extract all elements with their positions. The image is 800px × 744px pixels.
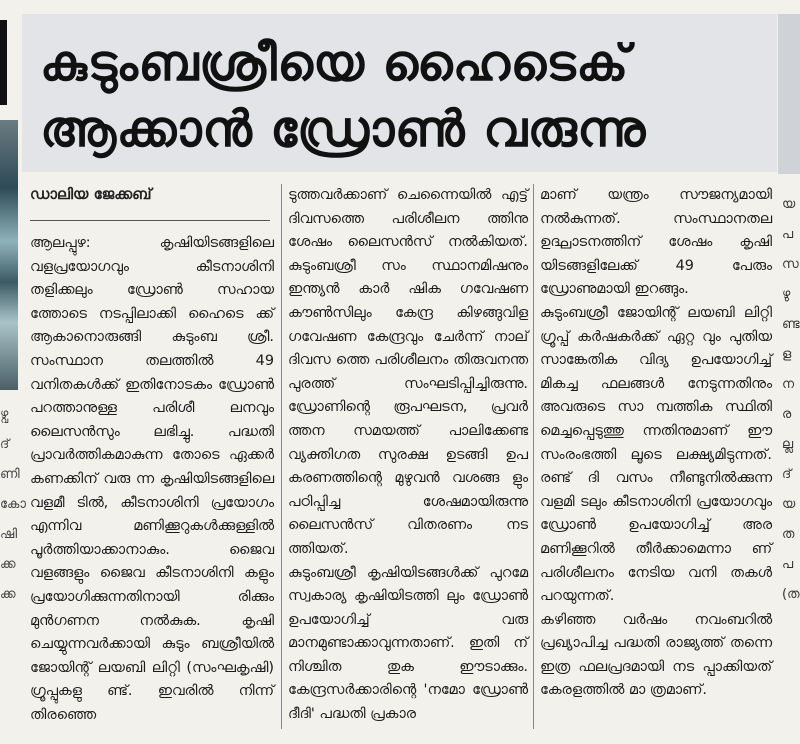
article-column-3 [540,184,772,703]
right-edge-text: യ പ സ ഴു ണ്ട ള ന ര ല്ല ദ് യ ത പ (ത [782,197,800,602]
column-3-paragraph-1: മാണ് യന്ത്രം സൗജന്യമായി നൽകുന്നത്. സംസ്ഥാനതല ഉദ്ഘാടനത്തിന് ശേഷം കൃഷി യിടങ്ങളിലേക്ക് 49 പേരും ഡ്രോണുമായി ഇറങ്ങും. [540,187,772,298]
column-3-paragraph-2: കുടുംബശ്രീ ജോയിന്റ് ലയബി ലിറ്റി ഗ്രൂപ്പ് കർഷകർക്ക് ഏറ്റ വും പുതിയ സാങ്കേതിക വിദ്യ ഉപയോഗിച്ച് മികച്ച ഫലങ്ങൾ നേടുന്നതിനും അവരുടെ സാ മ്പത്തിക സ്ഥിതി മെച്ചപ്പെടുത്തു ന്നതിനുമാണ് ഈ സംരംഭത്തി ലൂടെ ലക്ഷ്യമിടുന്നത്. രണ്ട് ദി വസം നീണ്ടുനിൽക്കുന്ന വളമി ടലും കീടനാശിനി പ്രയോഗവും ഡ്രോൺ ഉപയോഗിച്ച് അര മണിക്കൂറിൽ തീർക്കാമെന്നാ ണ് പരിശീലനം നേടിയ വനി തകൾ പറയുന്നത്. [540,304,772,605]
column-3-paragraph-3: കഴിഞ്ഞ വർഷം നവംബറിൽ പ്രഖ്യാപിച്ച പദ്ധതി രാജ്യത്ത് തന്നെ ഇത്ര ഫലപ്രദമായി നട പ്പാക്കിയത് കേരളത്തിൽ മാ ത്രമാണ്. [540,611,772,699]
column-2-paragraph-1: ടുത്തവർക്കാണ് ചെന്നൈയിൽ എട്ട് ദിവസത്തെ പരിശീലന ത്തിനു ശേഷം ലൈസൻസ് നൽകിയത്. കുടുംബശ്രീ സം സ്ഥാനമിഷനും ഇന്ത്യൻ കാർ ഷിക ഗവേഷണ കൗൺസിലും കേന്ദ്ര കിഴങ്ങുവിള ഗവേഷണ കേന്ദ്രവും ചേർന്ന് നാല് ദിവസ ത്തെ പരിശീലനം തിരുവനന്ത പുരത്ത് സംഘടിപ്പിച്ചിരുന്നു. ഡ്രോണിന്റെ രൂപഘടന, പ്രവർ ത്തന സമയത്ത് പാലിക്കേണ്ട വ്യക്തിഗത സുരക്ഷ ഉടങ്ങി ഉപ കരണത്തിന്റെ മുഴുവൻ വശങ്ങ ളും പഠിപ്പിച്ച ശേഷമായിരുന്നു ലൈസൻസ് വിതരണം നട ത്തിയത്. [288,187,528,557]
headline-line-1: കുടുംബശ്രീയെ ഹൈടെക് [40,34,629,92]
article-column-2 [288,184,528,727]
column-2-paragraph-2: കുടുംബശ്രീ കൃഷിയിടങ്ങൾക്ക് പുറമേ സ്വകാര്യ കൃഷിയിടത്തി ലും ഡ്രോൺ ഉപയോഗിച്ച് വരു മാനമുണ്ടാക്കാവുന്നതാണ്. ഇതി ന് നിശ്ചിത തുക ഈടാക്കും. കേന്ദ്രസർക്കാരിന്റെ 'നമോ ഡ്രോൺ ദീദി' പദ്ധതി പ്രകാര [288,564,528,723]
column-divider-2 [533,184,534,729]
column-divider-1 [281,184,282,729]
byline-rule [30,220,270,221]
byline: ഡാലിയ ജേക്കബ് [30,185,152,203]
column-1-paragraph-1: ആലപ്പുഴ: കൃഷിയിടങ്ങളിലെ വളപ്രയോഗവും കീടനാശിനി തളിക്കലും ഡ്രോൺ സഹായ ത്തോടെ നടപ്പിലാക്കി ഹൈടെ ക്ക് ആകാനൊരുങ്ങി കുടുംബ ശ്രീ. സംസ്ഥാന തലത്തിൽ 49 വനിതകൾക്ക് ഇതിനോടകം ഡ്രോൺ പറത്താനുള്ള പരിശീ ലനവും ലൈസൻസും ലഭിച്ചു. പദ്ധതി പ്രാവർത്തികമാകുന്ന തോടെ ഏക്കർ കണക്കിന് വരു ന്ന കൃഷിയിടങ്ങളിലെ വളമീ ടിൽ, കീടനാശിനി പ്രയോഗം എന്നിവ മണിക്കൂറുകൾക്കുള്ളിൽ പൂർത്തിയാക്കാനാകും. ജൈവ വളങ്ങളും ജൈവ കീടനാശിനി കളും പ്രയോഗിക്കുന്നതിനായി രിക്കും മുൻഗണന നൽകുക. കൃഷി ചെയ്യുന്നവർക്കായി കുടും ബശ്രീയിൽ ജോയിന്റ് ലയബി ലിറ്റി (സംഘകൃഷി) ഗ്രൂപ്പുകളു ണ്ട്. ഇവരിൽ നിന്ന് തിരഞ്ഞെ [30,235,274,723]
right-adjacent-article [778,0,800,744]
right-edge-photo [778,14,800,174]
left-edge-photo [0,120,18,390]
left-edge-text: ഴ്വ ദ് ണി കോ ഷി ക്ക ക്ക [0,407,26,602]
headline-line-2: ആക്കാൻ ഡ്രോൺ വരുന്നു [40,100,646,158]
left-edge-bar [0,20,7,105]
article-column-1 [30,232,274,727]
left-adjacent-article [0,0,26,744]
